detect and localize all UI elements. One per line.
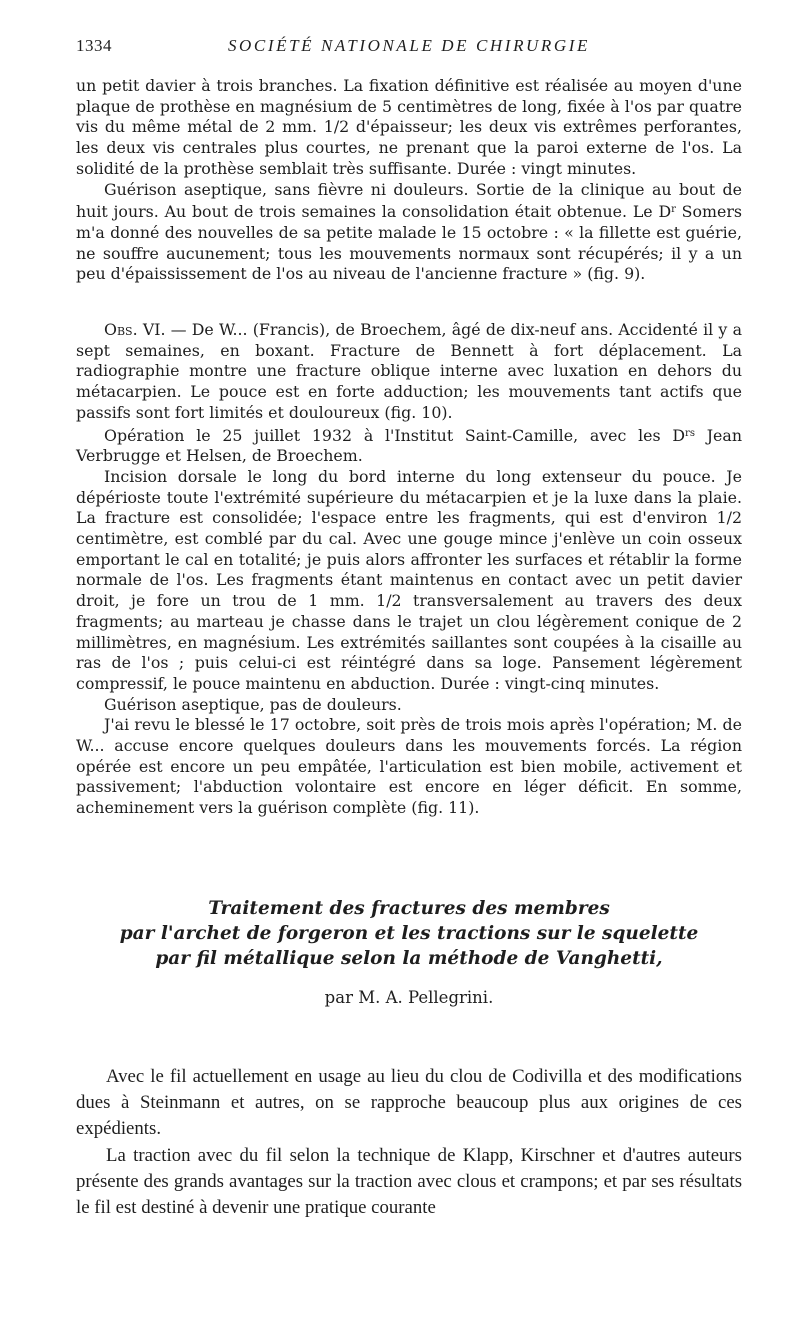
title-line-2: par l'archet de forgeron et les tractions sur le squelette (119, 923, 699, 944)
byline-prefix: par M. A. (324, 988, 408, 1007)
recovery-text-b: Somers m'a donné des nouvelles de sa petite malade le 15 octobre : « la fillette est guérie, ne souffre aucunement; tous les mouvements normaux sont récupérés; il y a un peu d'épaississement de l'os au niveau de l'ancienne fracture » (fig. 9). (76, 202, 742, 284)
article-paragraph-1: Avec le fil actuellement en usage au lieu du clou de Codivilla et des modifications dues à Steinmann et autres, on se rapproche beaucoup plus aux origines de ces expédients. (76, 1066, 742, 1140)
title-line-1: Traitement des fractures des membres (208, 898, 610, 919)
page-header (76, 36, 742, 60)
paragraph-healing: Guérison aseptique, pas de douleurs. (104, 694, 402, 714)
author-name: Pellegrini. (408, 988, 494, 1007)
article-paragraph-2: La traction avec du fil selon la technique de Klapp, Kirschner et d'autres auteurs présente des grands avantages sur la traction avec clous et crampons; et par ses résultats le fil est destiné à devenir une pratique courante (76, 1144, 742, 1219)
paragraph-fixation: un petit davier à trois branches. La fixation définitive est réalisée au moyen d'une plaque de prothèse en magnésium de 5 centimètres de long, fixée à l'os par quatre vis du même métal de 2 mm. 1/2 d'épaisseur; les deux vis extrêmes perforantes, les deux vis centrales plus courtes, ne prenant que la paroi externe de l'os. La solidité de la prothèse semblait très suffisante. Durée : vingt minutes. (76, 76, 742, 178)
page-number: 1334 (76, 36, 112, 55)
byline (76, 988, 742, 1007)
observation-vi (76, 320, 742, 819)
case-continuation (76, 76, 742, 285)
title-line-3: par fil métallique selon la méthode de Vanghetti, (155, 948, 663, 969)
obs-label: Obs. VI. (104, 320, 166, 339)
running-title: SOCIÉTÉ NATIONALE DE CHIRURGIE (227, 36, 591, 55)
operation-text-b: Jean Verbrugge et Helsen, de Broechem. (76, 425, 742, 466)
superscript-drs: rs (685, 427, 695, 439)
paragraph-operation (76, 424, 742, 467)
operation-text-a: Opération le 25 juillet 1932 à l'Institut Saint-Camille, avec les D (104, 425, 686, 445)
superscript-dr: r (671, 204, 676, 216)
paragraph-followup: J'ai revu le blessé le 17 octobre, soit près de trois mois après l'opération; M. de W... accuse encore quelques douleurs dans les mouvements forcés. La région opérée est encore un peu empâtée, l'articulation est bien mobile, activement et passivement; l'abduction volontaire est encore en léger déficit. En somme, acheminement vers la guérison complète (fig. 11). (76, 715, 742, 818)
recovery-text-a: Guérison aseptique, sans fièvre ni douleurs. Sortie de la clinique au bout de huit jours. Au bout de trois semaines la consolidation était obtenue. Le D (76, 179, 742, 222)
article-body (76, 1064, 742, 1221)
obs-intro-text: — De W... (Francis), de Broechem, âgé de dix-neuf ans. Accidenté il y a sept semaines, en boxant. Fracture de Bennett à fort déplacement. La radiographie montre une fracture oblique interne avec luxation en dehors du métacarpien. Le pouce est en forte adduction; les mouvements tant actifs que passifs sont fort limités et douloureux (fig. 10). (76, 320, 742, 422)
paragraph-obs-intro (76, 320, 742, 424)
paragraph-recovery (76, 180, 742, 286)
paragraph-incision: Incision dorsale le long du bord interne du long extenseur du pouce. Je dépérioste toute l'extrémité supérieure du métacarpien et je la luxe dans la plaie. La fracture est consolidée; l'espace entre les fragments, qui est d'environ 1/2 centimètre, est comblé par du cal. Avec une gouge mince j'enlève un coin osseux emportant le cal en totalité; je puis alors affronter les surfaces et rétablir la forme normale de l'os. Les fragments étant maintenus en contact avec un petit davier droit, je fore un trou de 1 mm. 1/2 transversalement au travers des deux fragments; au marteau je chasse dans le trajet un clou légèrement conique de 2 millimètres, en magnésium. Les extrémités saillantes sont coupées à la cisaille au ras de l'os ; puis celui-ci est réintégré dans sa loge. Pansement légèrement compressif, le pouce maintenu en abduction. Durée : vingt-cinq minutes. (76, 466, 742, 693)
article-title (76, 896, 742, 971)
